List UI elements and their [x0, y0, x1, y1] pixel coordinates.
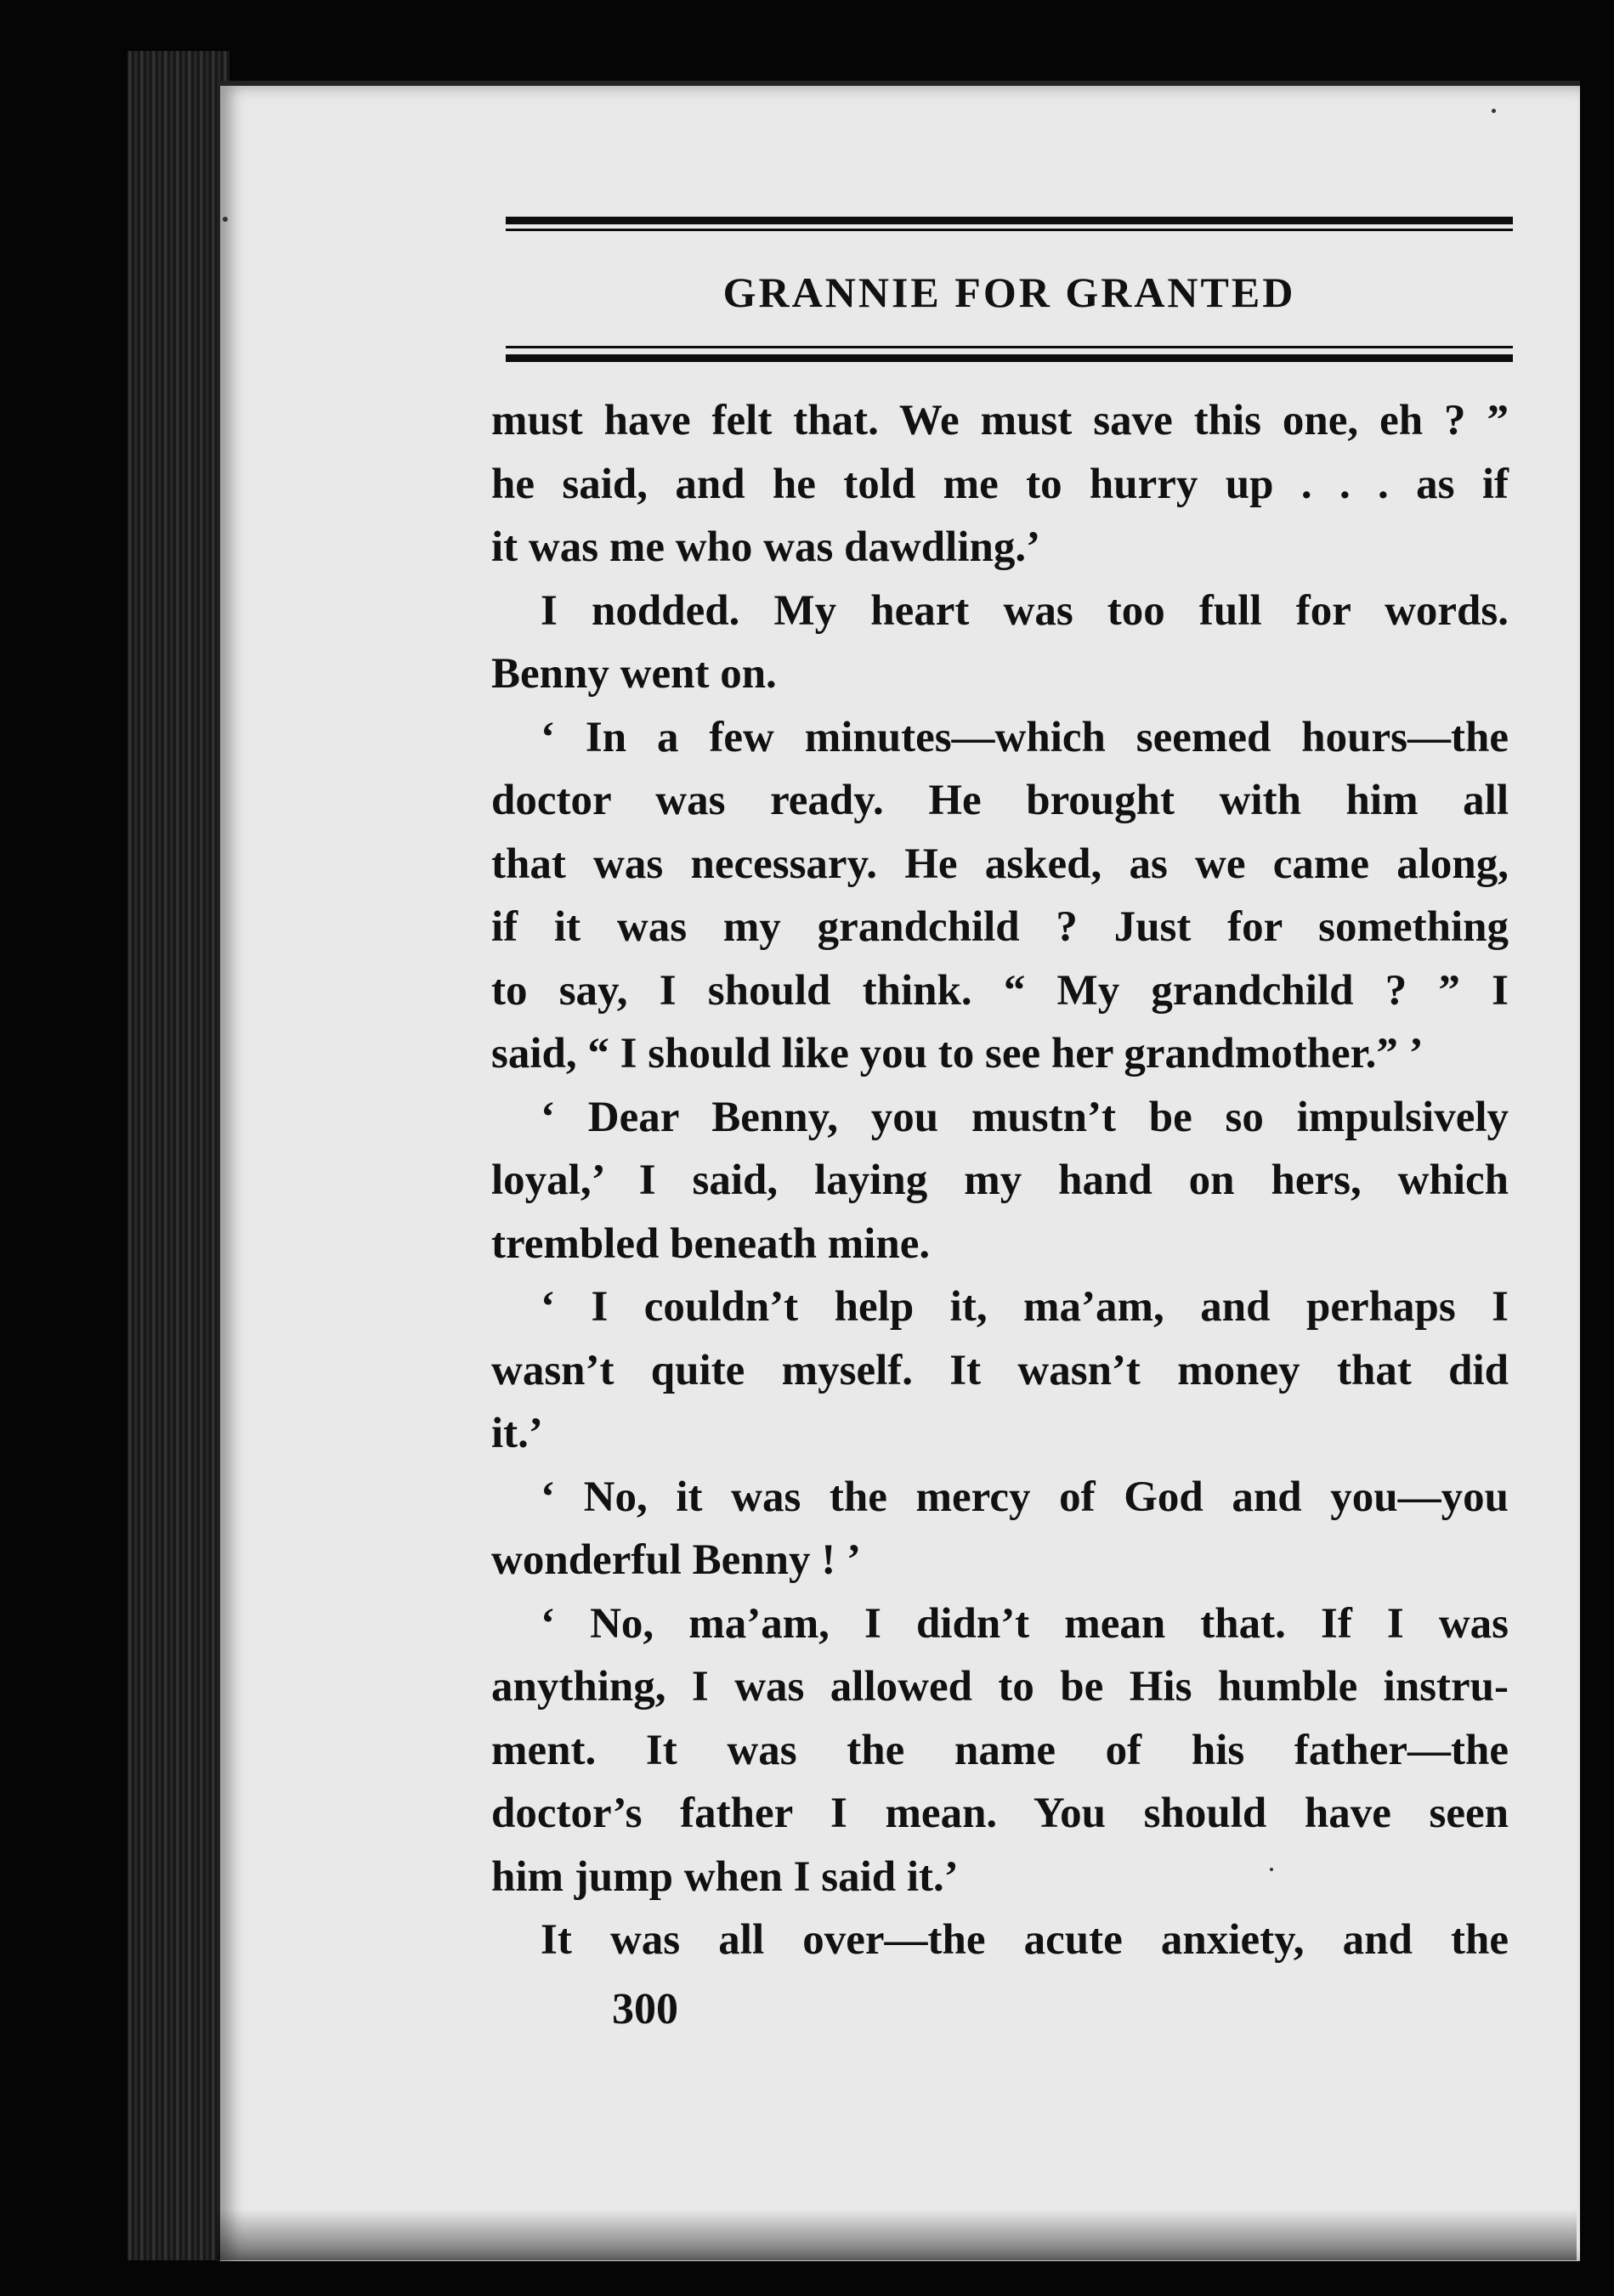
text-line: if it was my grandchild ? Just for something	[491, 903, 1509, 951]
text-line: said, “ I should like you to see her grandmother.” ’	[491, 1030, 1424, 1077]
text-line: it.’	[491, 1410, 543, 1457]
text-line: Benny went on.	[491, 650, 777, 698]
header-rule-bottom-thick	[506, 354, 1513, 362]
text-line: ‘ No, it was the mercy of God and you—you	[541, 1473, 1509, 1521]
text-line: doctor was ready. He brought with him all	[491, 777, 1509, 824]
text-line: ‘ Dear Benny, you mustn’t be so impulsively	[541, 1093, 1509, 1141]
text-line: ‘ I couldn’t help it, ma’am, and perhaps I	[541, 1283, 1509, 1331]
dust-speck	[1492, 109, 1496, 113]
text-line: It was all over—the acute anxiety, and the	[541, 1916, 1509, 1964]
page-header	[506, 217, 1513, 370]
header-rule-top-thin	[506, 229, 1513, 231]
text-line: loyal,’ I said, laying my hand on hers, which	[491, 1156, 1509, 1204]
running-head: GRANNIE FOR GRANTED	[722, 269, 1296, 316]
text-line: he said, and he told me to hurry up . . . as if	[491, 460, 1509, 508]
text-line: wasn’t quite myself. It wasn’t money that did	[491, 1346, 1509, 1394]
text-line: that was necessary. He asked, as we came along,	[491, 840, 1509, 888]
header-rule-bottom-thin	[506, 346, 1513, 348]
text-line: ‘ In a few minutes—which seemed hours—the	[541, 713, 1509, 761]
text-line: wonderful Benny ! ’	[491, 1536, 861, 1584]
page-stack-edge	[127, 51, 229, 2260]
body-text	[491, 389, 1509, 1972]
page-bottom-shadow	[217, 2209, 1577, 2260]
dust-speck	[223, 217, 228, 222]
text-line: I nodded. My heart was too full for words.	[541, 586, 1509, 635]
header-rule-top-thick	[506, 217, 1513, 224]
text-line: doctor’s father I mean. You should have seen	[491, 1790, 1509, 1837]
text-line: trembled beneath mine.	[491, 1219, 931, 1268]
text-line: him jump when I said it.’	[491, 1852, 959, 1901]
text-line: ment. It was the name of his father—the	[491, 1726, 1509, 1774]
text-line: must have felt that. We must save this one, eh ? ”	[491, 397, 1509, 444]
text-line: to say, I should think. “ My grandchild ? ” I	[491, 966, 1509, 1015]
page-number: 300	[612, 1985, 678, 2033]
text-line: it was me who was dawdling.’	[491, 523, 1041, 571]
text-line: ‘ No, ma’am, I didn’t mean that. If I was	[541, 1599, 1509, 1648]
text-line: anything, I was allowed to be His humble instru-	[491, 1663, 1509, 1711]
